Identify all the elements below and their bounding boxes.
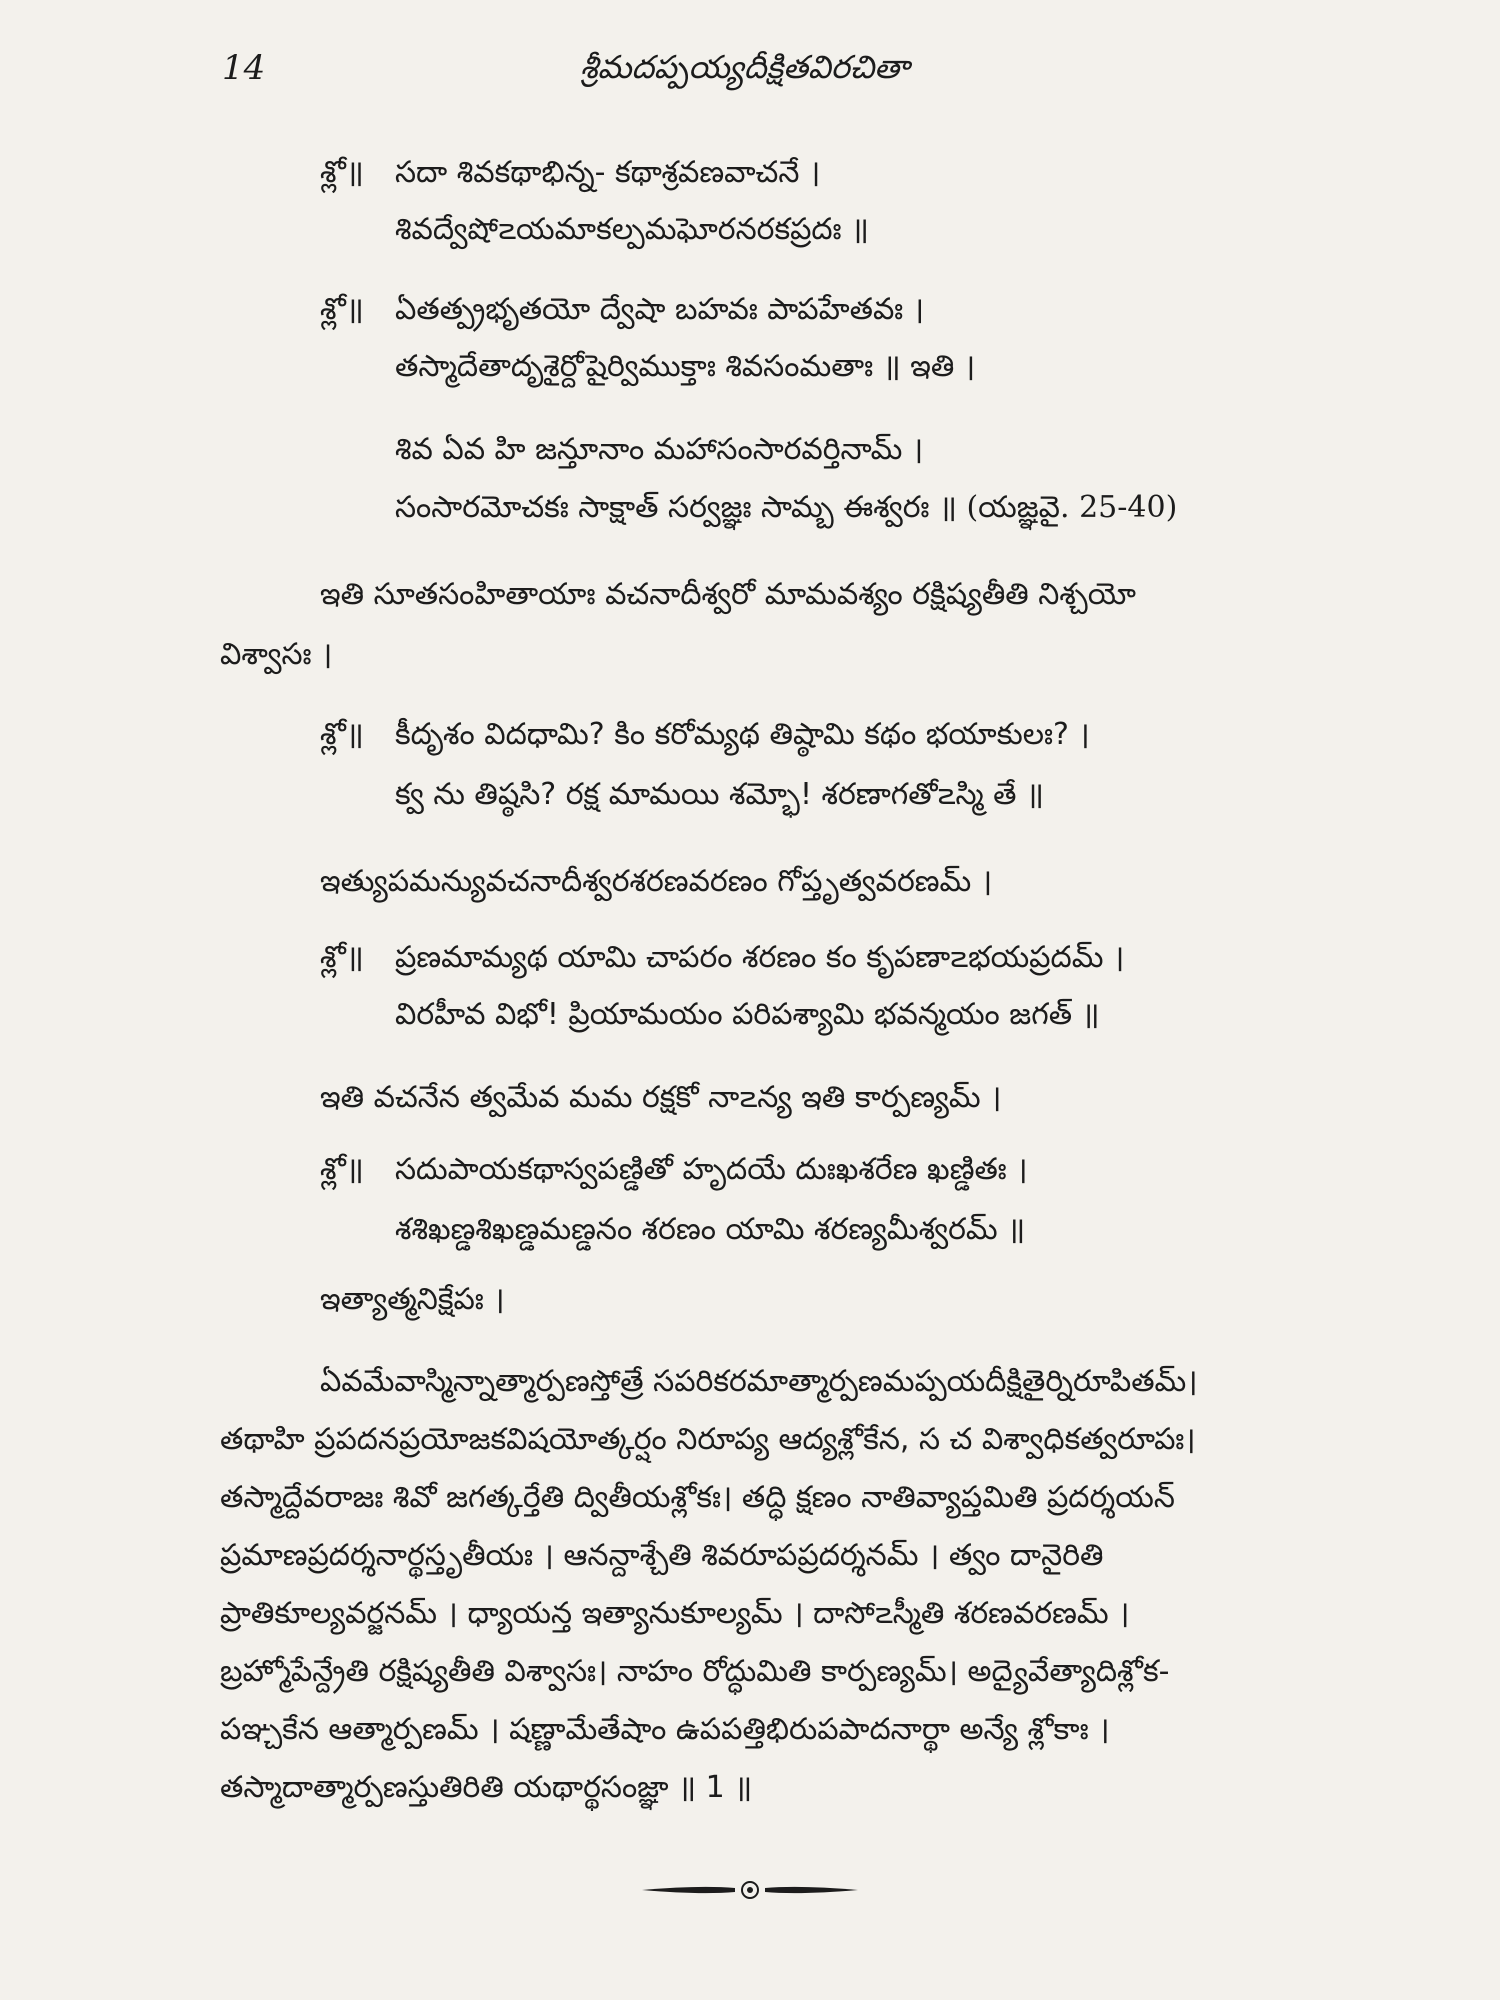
verse-3-text: సంసారమోచకః సాక్షాత్ సర్వజ్ఞః సామ్బ ఈశ్వరః ॥ xyxy=(395,490,957,525)
sloka-mark: శ్లో॥ xyxy=(320,717,364,752)
verse-3-reference: (యజ్ఞవై. 25-40) xyxy=(966,490,1178,525)
sloka-mark: శ్లో॥ xyxy=(320,155,364,190)
paragraph-4: ఇత్యాత్మనిక్షేపః । xyxy=(320,1282,505,1317)
paragraph-5-line-8: తస్మాదాత్మార్పణస్తుతిరితి యథార్థసంజ్ఞా ॥ 1 ॥ xyxy=(220,1770,753,1805)
paragraph-5-line-2: తథాహి ప్రపదనప్రయోజకవిషయోత్కర్షం నిరూప్య ఆద్యశ్లోకేన, స చ విశ్వాధికత్వరూపః। xyxy=(220,1422,1196,1457)
verse-4-line-1: కీదృశం విదధామి? కిం కరోమ్యథ తిష్ఠామి కథం భయాకులః? । xyxy=(395,717,1090,752)
paragraph-5-line-4: ప్రమాణప్రదర్శనార్థస్తృతీయః । ఆనన్దాశ్చేతి శివరూపప్రదర్శనమ్ । త్వం దానైరితి xyxy=(220,1538,1104,1573)
verse-1-line-2: శివద్వేషో౽యమాకల్పమఘోరనరకప్రదః ॥ xyxy=(395,212,869,247)
sloka-mark: శ్లో॥ xyxy=(320,292,364,327)
verse-4-line-2: క్వ ను తిష్ఠసి? రక్ష మామయి శమ్భో! శరణాగతో౽స్మి తే ॥ xyxy=(395,777,1044,812)
paragraph-3: ఇతి వచనేన త్వమేవ మమ రక్షకో నా౽న్య ఇతి కార్పణ్యమ్ । xyxy=(320,1080,1002,1115)
sloka-mark: శ్లో॥ xyxy=(320,1152,364,1187)
paragraph-5-line-5: ప్రాతికూల్యవర్జనమ్ । ధ్యాయన్త ఇత్యానుకూల్యమ్ । దాసో౽స్మీతి శరణవరణమ్ । xyxy=(220,1596,1130,1631)
verse-1-line-1: సదా శివకథాభిన్న- కథాశ్రవణవాచనే । xyxy=(395,155,821,190)
page-number: 14 xyxy=(222,48,266,88)
verse-2-line-1: ఏతత్ప్రభృతయో ద్వేషా బహవః పాపహేతవః । xyxy=(395,292,925,327)
paragraph-5-line-7: పఞ్చకేన ఆత్మార్పణమ్ । షణ్ణామేతేషాం ఉపపత్తిభిరుపపాదనార్థా అన్యే శ్లోకాః । xyxy=(220,1712,1110,1747)
paragraph-5-line-1: ఏవమేవాస్మిన్నాత్మార్పణస్తోత్రే సపరికరమాత్మార్పణమప్పయదీక్షితైర్నిరూపితమ్। xyxy=(320,1364,1198,1399)
running-title: శ్రీమదప్పయ్యదీక్షితవిరచితా xyxy=(580,48,910,86)
paragraph-5-line-3: తస్మాద్దేవరాజః శివో జగత్కర్తేతి ద్వితీయశ్లోకః। తద్ధి క్షణం నాతివ్యాప్తమితి ప్రదర్శయన్ xyxy=(220,1480,1175,1515)
end-ornament-icon xyxy=(640,1875,860,1905)
paragraph-2: ఇత్యుపమన్యువచనాదీశ్వరశరణవరణం గోప్తృత్వవరణమ్ । xyxy=(320,864,993,899)
paragraph-1-line-2: విశ్వాసః । xyxy=(220,637,333,672)
verse-6-line-2: శశిఖణ్డశిఖణ్డమణ్డనం శరణం యామి శరణ్యమీశ్వరమ్ ॥ xyxy=(395,1212,1026,1247)
verse-5-line-2: విరహీవ విభో! ప్రియామయం పరిపశ్యామి భవన్మయం జగత్ ॥ xyxy=(395,997,1100,1032)
verse-5-line-1: ప్రణమామ్యథ యామి చాపరం శరణం కం కృపణా౽భయప్రదమ్ । xyxy=(395,940,1125,975)
verse-6-line-1: సదుపాయకథాస్వపణ్డితో హృదయే దుఃఖశరేణ ఖణ్డితః । xyxy=(395,1152,1028,1187)
verse-3-line-1: శివ ఏవ హి జన్తూనాం మహాసంసారవర్తినామ్ । xyxy=(395,432,924,467)
verse-2-line-2: తస్మాదేతాదృశైర్దోషైర్విముక్తాః శివసంమతాః ॥ ఇతి । xyxy=(395,349,976,384)
sloka-mark: శ్లో॥ xyxy=(320,940,364,975)
paragraph-1-line-1: ఇతి సూతసంహితాయాః వచనాదీశ్వరో మామవశ్యం రక్షిష్యతీతి నిశ్చయో xyxy=(320,577,1136,612)
paragraph-5-line-6: బ్రహ్మోపేన్ద్రేతి రక్షిష్యతీతి విశ్వాసః। నాహం రోద్ధుమితి కార్పణ్యమ్। అద్యైవేత్యాదిశ్లోక- xyxy=(220,1654,1170,1689)
verse-3-line-2 xyxy=(395,488,1177,528)
page-header xyxy=(0,48,1500,108)
